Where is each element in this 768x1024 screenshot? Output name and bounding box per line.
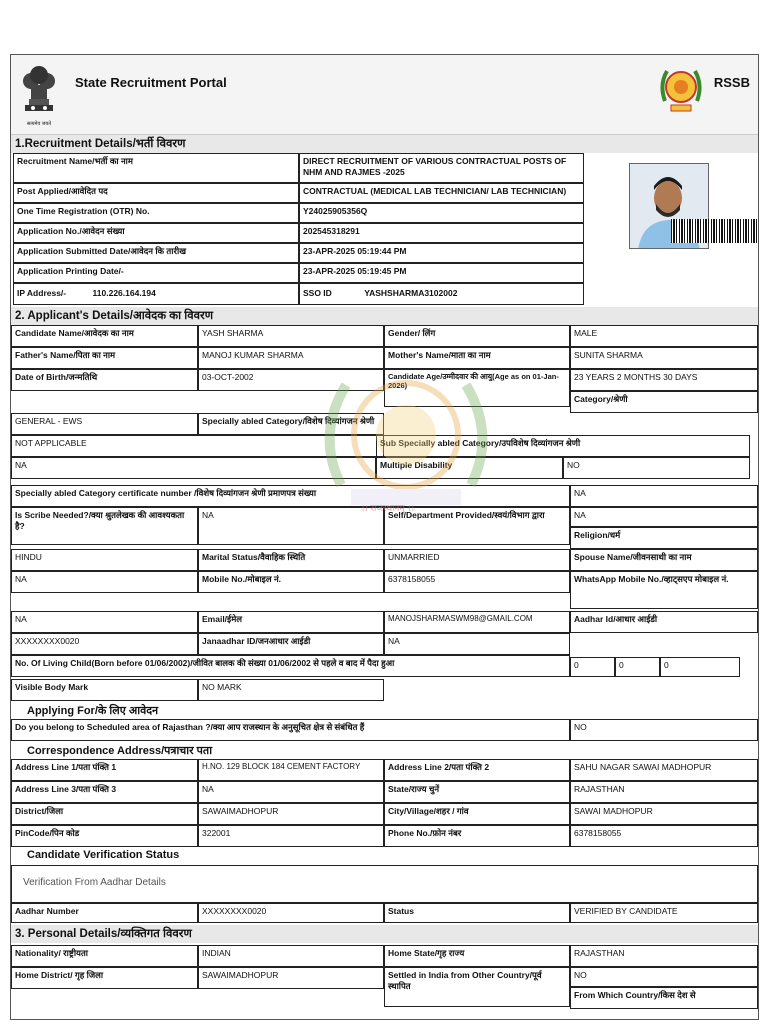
marital-status-value: UNMARRIED [384,549,570,571]
aadhar-id-label: Aadhar Id/आधार आईडी [570,611,758,633]
barcode [671,219,759,243]
dob-label: Date of Birth/जन्मतिथि [11,369,198,391]
self-department-label: Self/Department Provided/स्वयं/विभाग द्वारा [384,507,570,545]
verification-aadhar-label: Aadhar Number [11,903,198,923]
candidate-name-value: YASH SHARMA [198,325,384,347]
mobile-value: 6378158055 [384,571,570,593]
ip-address-value: 110.226.164.194 [92,288,156,298]
father-name-value: MANOJ KUMAR SHARMA [198,347,384,369]
nationality-label: Nationality/ राष्ट्रीयता [11,945,198,967]
living-children-value-1: 0 [570,657,615,677]
district-value: SAWAIMADHOPUR [198,803,384,825]
otr-value: Y24025905356Q [299,203,584,223]
religion-label: Religion/धर्म [570,527,758,549]
correspondence-heading: Correspondence Address/पत्राचार पता [25,741,214,760]
mother-name-label: Mother's Name/माता का नाम [384,347,570,369]
sub-sa-category-value: NA [11,457,376,479]
spouse-name-label: Spouse Name/जीवनसाथी का नाम [570,549,758,571]
category-value: GENERAL - EWS [11,413,198,435]
living-children-value-3: 0 [660,657,740,677]
sa-certificate-label: Specially abled Category certificate number /विशेष दिव्यांगजन श्रेणी प्रमाणपत्र संख्या [11,485,570,507]
ip-address-label: IP Address/- [17,288,67,298]
body-mark-value: NO MARK [198,679,384,701]
section-personal-heading: 3. Personal Details/व्यक्तिगत विवरण [11,925,758,943]
sso-row [299,283,584,305]
applying-for-heading: Applying For/के लिए आवेदन [25,701,160,720]
section-applicant-heading: 2. Applicant's Details/आवेदक का विवरण [11,307,758,325]
city-label: City/Village/शहर / गांव [384,803,570,825]
address-line1-label: Address Line 1/पता पंक्ति 1 [11,759,198,781]
pincode-value: 322001 [198,825,384,847]
verification-heading: Candidate Verification Status [27,849,180,861]
scribe-label: Is Scribe Needed?/क्या श्रुतलेखक की आवश्यकता है? [11,507,198,545]
scribe-value: NA [198,507,384,545]
form-header [11,55,758,135]
sa-category-value: NOT APPLICABLE [11,435,384,457]
multiple-disability-value: NO [563,457,750,479]
living-children-value-2: 0 [615,657,660,677]
aadhar-id-value: XXXXXXXX0020 [11,633,198,655]
post-applied-value: CONTRACTUAL (MEDICAL LAB TECHNICIAN/ LAB TECHNICIAN) [299,183,584,203]
verification-note: Verification From Aadhar Details [23,877,166,888]
sa-category-label: Specially abled Category/विशेष दिव्यांगजन श्रेणी [198,413,384,435]
printing-date-label: Application Printing Date/- [13,263,299,283]
self-department-value: NA [570,507,758,527]
living-children-label: No. Of Living Child(Born before 01/06/2002)/जीवित बालक की संख्या 01/06/2002 से पहले व बाद में पैदा हुआ [11,655,570,677]
settled-label: Settled in India from Other Country/पूर्व स्थापित [384,967,570,1007]
gender-label: Gender/ लिंग [384,325,570,347]
verification-aadhar-value: XXXXXXXX0020 [198,903,384,923]
recruitment-name-label: Recruitment Name/भर्ती का नाम [13,153,299,183]
address-line1-value: H.NO. 129 BLOCK 184 CEMENT FACTORY [198,759,384,781]
verification-status-label: Status [384,903,570,923]
spouse-name-value: NA [11,571,198,593]
phone-label: Phone No./फ़ोन नंबर [384,825,570,847]
category-label: Category/श्रेणी [570,391,758,413]
mother-name-value: SUNITA SHARMA [570,347,758,369]
rssb-logo-icon [657,61,705,115]
janaadhar-label: Janaadhar ID/जनआधार आईडी [198,633,384,655]
home-district-value: SAWAIMADHOPUR [198,967,384,989]
verification-status-value: VERIFIED BY CANDIDATE [570,903,758,923]
emblem-caption: सत्यमेव जयते [26,121,52,127]
nationality-value: INDIAN [198,945,384,967]
sub-sa-category-label: Sub Specially abled Category/उपविशेष दिव्यांगजन श्रेणी [376,435,750,457]
state-value: RAJASTHAN [570,781,758,803]
pincode-label: PinCode/पिन कोड [11,825,198,847]
ip-address-row [13,283,299,305]
body-mark-label: Visible Body Mark [11,679,198,701]
city-value: SAWAI MADHOPUR [570,803,758,825]
whatsapp-label: WhatsApp Mobile No./व्हाट्सएप मोबाइल नं. [570,571,758,609]
phone-value: 6378158055 [570,825,758,847]
address-line3-label: Address Line 3/पता पंक्ति 3 [11,781,198,803]
portal-title: State Recruitment Portal [75,75,227,90]
address-line3-value: NA [198,781,384,803]
home-state-value: RAJASTHAN [570,945,758,967]
submitted-date-label: Application Submitted Date/आवेदन कि तारीख [13,243,299,263]
dob-value: 03-OCT-2002 [198,369,384,391]
settled-value: NO [570,967,758,987]
gender-value: MALE [570,325,758,347]
post-applied-label: Post Applied/आवेदित पद [13,183,299,203]
mobile-label: Mobile No./मोबाइल नं. [198,571,384,593]
sa-certificate-value: NA [570,485,758,507]
age-value: 23 YEARS 2 MONTHS 30 DAYS [570,369,758,391]
recruitment-name-value: DIRECT RECRUITMENT OF VARIOUS CONTRACTUAL POSTS OF NHM AND RAJMES -2025 [299,153,584,183]
scheduled-area-label: Do you belong to Scheduled area of Rajasthan ?/क्या आप राजस्थान के अनुसूचित क्षेत्र से संबंधित हैं [11,719,570,741]
state-label: State/राज्य चुनें [384,781,570,803]
national-emblem-icon [17,59,61,129]
otr-label: One Time Registration (OTR) No. [13,203,299,223]
age-label: Candidate Age/उम्मीदवार की आयु(Age as on 01-Jan-2026) [384,369,570,407]
religion-value: HINDU [11,549,198,571]
org-name: RSSB [713,75,750,90]
janaadhar-value: NA [384,633,570,655]
application-no-label: Application No./आवेदन संख्या [13,223,299,243]
sso-value: YASHSHARMA3102002 [364,288,458,298]
address-line2-label: Address Line 2/पता पंक्ति 2 [384,759,570,781]
printing-date-value: 23-APR-2025 05:19:45 PM [299,263,584,283]
father-name-label: Father's Name/पिता का नाम [11,347,198,369]
which-country-label: From Which Country/किस देश से [570,987,758,1009]
sso-label: SSO ID [303,288,332,298]
whatsapp-value: NA [11,611,198,633]
submitted-date-value: 23-APR-2025 05:19:44 PM [299,243,584,263]
watermark-text: ।। राजस्थानम् ।। [361,503,415,513]
marital-status-label: Marital Status/वैवाहिक स्थिति [198,549,384,571]
home-state-label: Home State/गृह राज्य [384,945,570,967]
address-line2-value: SAHU NAGAR SAWAI MADHOPUR [570,759,758,781]
district-label: District/जिला [11,803,198,825]
home-district-label: Home District/ गृह जिला [11,967,198,989]
candidate-name-label: Candidate Name/आवेदक का नाम [11,325,198,347]
multiple-disability-label: Multiple Disability [376,457,563,479]
application-form [10,54,759,1020]
scheduled-area-value: NO [570,719,758,741]
section-recruitment-heading: 1.Recruitment Details/भर्ती विवरण [11,135,758,153]
email-value: MANOJSHARMASWM98@GMAIL.COM [384,611,570,633]
email-label: Email/ईमेल [198,611,384,633]
application-no-value: 202545318291 [299,223,584,243]
